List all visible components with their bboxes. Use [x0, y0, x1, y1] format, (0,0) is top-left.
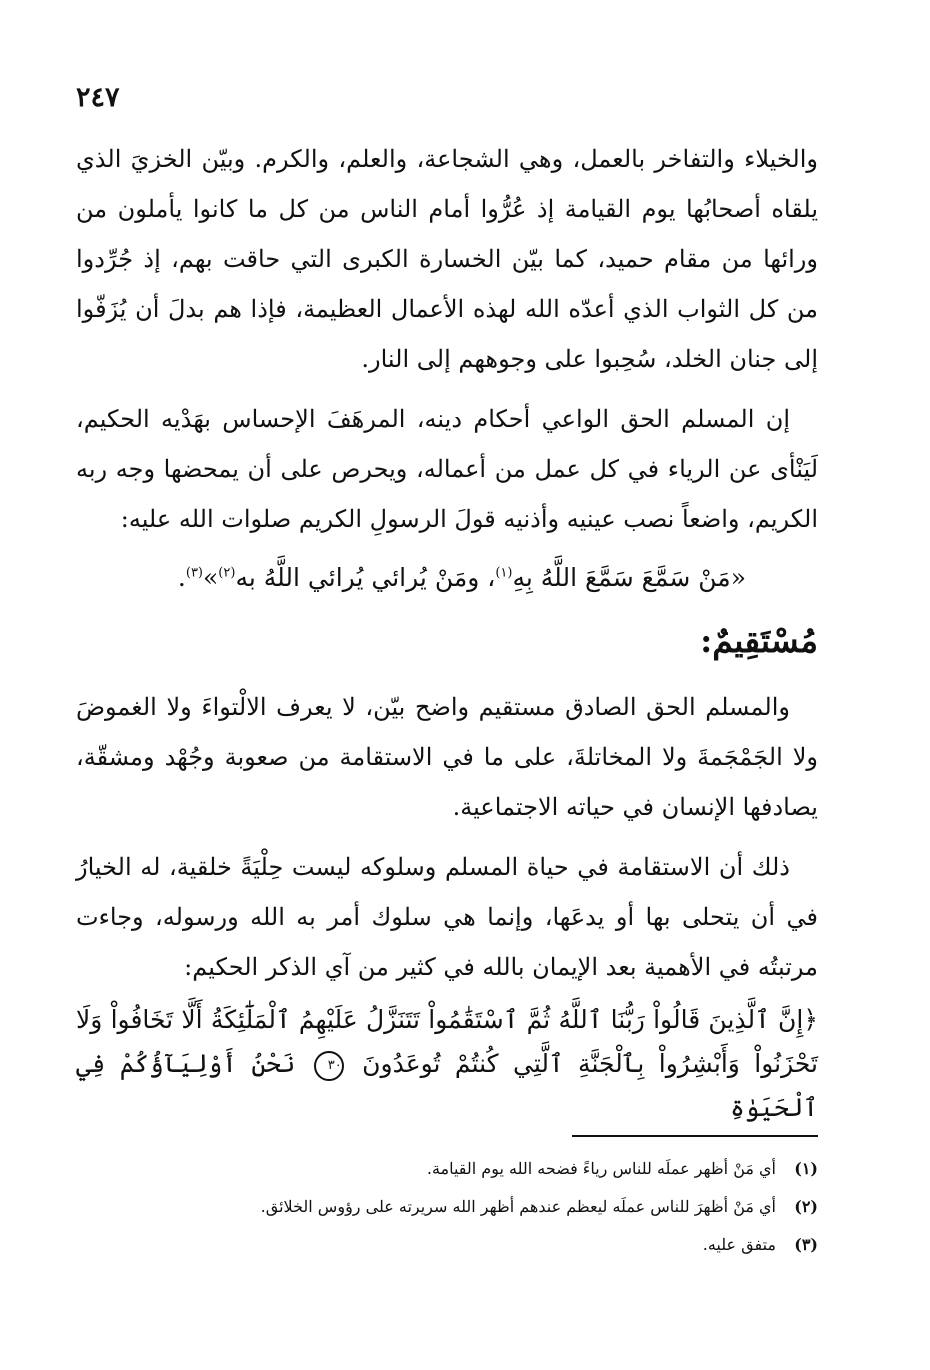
text-line: الحكيم، لَيَنْأى عن الرياء في كل عمل من أعماله، ويحرص على أن	[76, 405, 819, 483]
footnote-text: أي مَنْ أظهر عملَه للناس رياءً فضحه الله يوم القيامة.	[426, 1159, 776, 1178]
footnote-ref[interactable]: (٢)	[218, 565, 236, 581]
hadith-text: »	[203, 563, 219, 592]
footnote-text: أي مَنْ أظهرَ للناس عملَه ليعظم عندهم أظهر الله سريرته على رؤوس الخلائق.	[260, 1197, 776, 1216]
quran-line: ﴿إِنَّ ٱلَّذِينَ قَالُواْ رَبُّنَا ٱللَّهُ ثُمَّ ٱسْتَقَٰمُواْ تَتَنَزَّلُ عَلَيْهِمُ ٱلْمَلَٰٓئِكَةُ أَلَّا تَخَافُواْ	[110, 1005, 818, 1034]
text-line: من كل الثواب الذي أعدّه الله لهذه الأعمال العظيمة، فإذا هم بدلَ أن يُزَفّوا	[76, 295, 818, 323]
text-line: والخيلاء والتفاخر بالعمل، وهي الشجاعة، والعلم، والكرم. وبيّن الخزيَ	[130, 145, 818, 173]
text-line: صلوات الله عليه:	[120, 505, 292, 533]
paragraph	[76, 134, 818, 384]
text-line: الخيارُ في أن يتحلى بها أو يدعَها، وإنما هي سلوك أمر به الله ورسوله،	[76, 853, 818, 931]
footnote-ref[interactable]: (١)	[495, 565, 513, 581]
footnote	[118, 1188, 818, 1226]
text-line: الذي يلقاه أصحابُها يوم القيامة إذ عُرُّوا أمام الناس من كل ما كانوا يأملون من	[76, 145, 818, 223]
ayah-number-icon: ٣٠	[314, 1051, 344, 1081]
body-text	[76, 134, 818, 1130]
footnote-number: (١)	[794, 1159, 818, 1178]
footnote-ref[interactable]: (٣)	[185, 565, 203, 581]
paragraph	[76, 394, 818, 544]
hadith-text: ، ومَنْ يُرائي يُرائي اللَّهُ به	[235, 563, 496, 592]
page-number: ٢٤٧	[76, 82, 120, 113]
text-line: إلى جنان الخلد، سُحِبوا على وجوههم إلى النار.	[361, 345, 818, 373]
footnote-number: (٢)	[794, 1197, 818, 1216]
footnote	[118, 1226, 818, 1264]
footnote-number: (٣)	[794, 1235, 818, 1254]
text-line: ورائها من مقام حميد، كما بيّن الخسارة الكبرى التي حاقت بهم، إذ جُرِّدوا	[76, 245, 818, 273]
text-line: يمحضها وجه ربه الكريم، واضعاً نصب عينيه وأذنيه قولَ الرسولِ الكريم	[76, 455, 818, 533]
quran-line: وَلَا تَحْزَنُواْ وَأَبْشِرُواْ بِٱلْجَنَّةِ ٱلَّتِي كُنتُمْ تُوعَدُونَ	[76, 1005, 819, 1078]
footnotes	[118, 1150, 818, 1264]
section-heading: مُسْتَقِيمٌ:	[700, 621, 818, 660]
text-line: ومشقّة، يصادفها الإنسان في حياته الاجتماعية.	[76, 743, 818, 821]
hadith-quote	[76, 552, 818, 604]
footnote-divider	[572, 1135, 818, 1137]
text-line: وجاءت مرتبتُه في الأهمية بعد الإيمان بالله في كثير من آي الذكر الحكيم:	[76, 903, 818, 981]
quran-verse	[76, 998, 818, 1130]
quran-line: نَحْنُ أَوْلِيَآؤُكُمْ فِي ٱلْحَيَوٰةِ	[76, 1049, 818, 1122]
hadith-text: .	[177, 563, 186, 592]
text-line: الغموضَ ولا الجَمْجَمةَ ولا المخاتلةَ، على ما في الاستقامة من صعوبة وجُهْد	[76, 693, 818, 771]
text-line: والمسلم الحق الصادق مستقيم واضح بيّن، لا يعرف الالْتواءَ ولا	[166, 693, 790, 721]
text-line: ذلك أن الاستقامة في حياة المسلم وسلوكه ليست حِلْيَةً خلقية، له	[140, 853, 790, 881]
hadith-text: «مَنْ سَمَّعَ سَمَّعَ اللَّهُ بِهِ	[512, 563, 746, 592]
footnote	[118, 1150, 818, 1188]
paragraph	[76, 682, 818, 832]
text-line: إن المسلم الحق الواعي أحكام دينه، المرهَفَ الإحساس بهَدْيه	[161, 405, 790, 433]
footnote-text: متفق عليه.	[702, 1235, 776, 1254]
paragraph	[76, 842, 818, 992]
